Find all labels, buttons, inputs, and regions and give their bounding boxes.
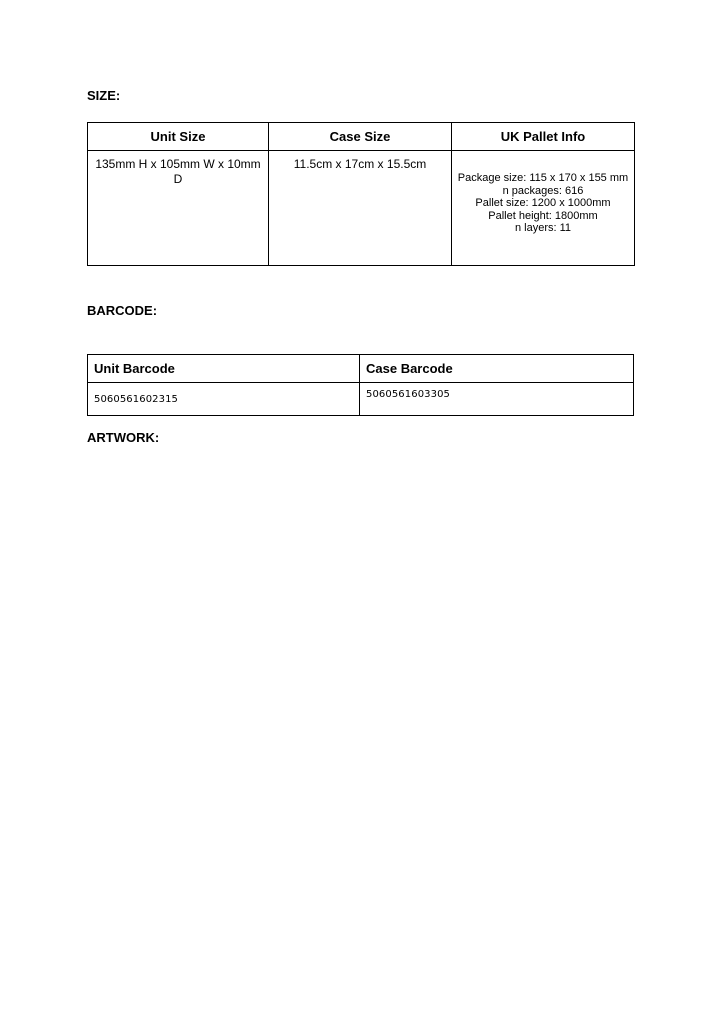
- size-table-header-row: [88, 123, 635, 151]
- pallet-info-cell: [452, 151, 635, 266]
- barcode-table-row: [88, 383, 634, 416]
- pallet-height: Pallet height: 1800mm: [488, 209, 598, 222]
- artwork-heading: ARTWORK:: [87, 430, 160, 445]
- unit-size-value: 135mm H x 105mm W x 10mm D: [95, 157, 261, 186]
- uk-pallet-info-header: UK Pallet Info: [452, 123, 635, 151]
- case-barcode-header: Case Barcode: [360, 355, 634, 383]
- pallet-n-packages: n packages: 616: [502, 184, 584, 197]
- unit-barcode-header: Unit Barcode: [88, 355, 360, 383]
- case-size-cell: [269, 151, 452, 266]
- case-barcode-value: 5060561603305: [360, 383, 634, 416]
- case-size-value: 11.5cm x 17cm x 15.5cm: [293, 157, 427, 171]
- barcode-table: [87, 354, 634, 416]
- size-table-row: [88, 151, 635, 266]
- unit-barcode-value: 5060561602315: [88, 383, 360, 416]
- size-table: [87, 122, 635, 266]
- pallet-size: Pallet size: 1200 x 1000mm: [475, 197, 611, 209]
- unit-size-header: Unit Size: [88, 123, 269, 151]
- unit-size-cell: [88, 151, 269, 266]
- size-heading: SIZE:: [87, 88, 121, 103]
- pallet-info-list: [452, 151, 634, 235]
- pallet-package-size: Package size: 115 x 170 x 155 mm: [457, 172, 629, 184]
- barcode-heading: BARCODE:: [87, 303, 158, 318]
- barcode-table-header-row: [88, 355, 634, 383]
- case-size-header: Case Size: [269, 123, 452, 151]
- pallet-n-layers: n layers: 11: [514, 222, 572, 234]
